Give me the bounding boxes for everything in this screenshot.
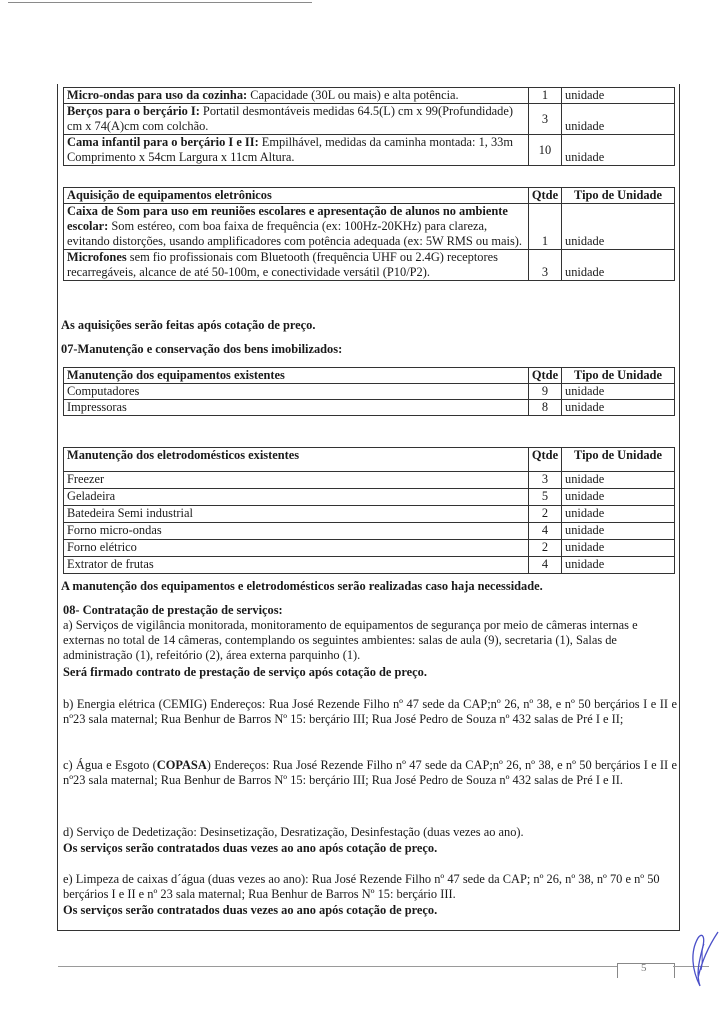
item-cell: Forno micro-ondas bbox=[64, 523, 529, 540]
service-c-prefix: c) Água e Esgoto ( bbox=[63, 758, 157, 772]
qty-cell: 1 bbox=[529, 88, 562, 104]
item-title: Micro-ondas para uso da cozinha: bbox=[67, 88, 248, 102]
furniture-table bbox=[63, 87, 675, 166]
table-row bbox=[64, 472, 675, 489]
service-c-company: COPASA bbox=[156, 758, 207, 772]
qty-cell: 8 bbox=[529, 400, 562, 416]
table-row bbox=[64, 400, 675, 416]
item-title: Cama infantil para o berçário I e II: bbox=[67, 135, 259, 149]
unit-cell: unidade bbox=[562, 250, 675, 281]
service-c-text: ) Endereços: Rua José Rezende Filho nº 47 sede da CAP;nº 26, nº 38, e nº 50 berçários I e II e nº23 sala maternal; Rua Benhur de Barros Nº 15: berçário III; Rua José Pedro de Souza nº 432 salas de Pré I e II. bbox=[63, 758, 677, 787]
section-07-heading: 07-Manutenção e conservação dos bens imobilizados: bbox=[61, 342, 343, 356]
item-desc: Som estéreo, com boa faixa de frequência (ex: 100Hz-20KHz) para clareza, evitando distorções, usando amplificadores com potência adequada (ex: 5W RMS ou mais). bbox=[67, 219, 523, 248]
service-c-paragraph bbox=[63, 758, 677, 788]
qty-cell: 5 bbox=[529, 489, 562, 506]
item-desc: Portatil desmontáveis medidas 64.5(L) cm x 99(Profundidade) cm x 74(A)cm com colchão. bbox=[67, 104, 513, 133]
page-number: 5 bbox=[641, 962, 647, 974]
item-cell: Freezer bbox=[64, 472, 529, 489]
table-row bbox=[64, 250, 675, 281]
top-rule bbox=[8, 2, 312, 3]
qty-cell: 1 bbox=[529, 204, 562, 250]
table-row bbox=[64, 88, 675, 104]
electronics-table bbox=[63, 187, 675, 281]
item-title: Caixa de Som para uso em reuniões escolares e apresentação de alunos no ambiente escolar: bbox=[67, 204, 508, 233]
qty-cell: 4 bbox=[529, 523, 562, 540]
qty-cell: 3 bbox=[529, 250, 562, 281]
section-08-heading: 08- Contratação de prestação de serviços: bbox=[63, 603, 283, 617]
table-row bbox=[64, 506, 675, 523]
header-item: Aquisição de equipamentos eletrônicos bbox=[64, 188, 529, 204]
item-title: Berços para o berçário I: bbox=[67, 104, 200, 118]
table-row bbox=[64, 523, 675, 540]
qty-cell: 3 bbox=[529, 472, 562, 489]
table-row bbox=[64, 540, 675, 557]
service-d-paragraph: d) Serviço de Dedetização: Desinsetização, Desratização, Desinfestação (duas vezes ao ano). bbox=[63, 825, 524, 839]
service-e-note: Os serviços serão contratados duas vezes ao ano após cotação de preço. bbox=[63, 903, 438, 917]
unit-cell: unidade bbox=[562, 557, 675, 574]
unit-cell: unidade bbox=[562, 135, 675, 166]
item-cell: Geladeira bbox=[64, 489, 529, 506]
unit-cell: unidade bbox=[562, 472, 675, 489]
service-d-note: Os serviços serão contratados duas vezes ao ano após cotação de preço. bbox=[63, 841, 438, 855]
item-cell: Extrator de frutas bbox=[64, 557, 529, 574]
unit-cell: unidade bbox=[562, 204, 675, 250]
header-unit: Tipo de Unidade bbox=[562, 368, 675, 384]
item-cell bbox=[64, 204, 529, 250]
unit-cell: unidade bbox=[562, 523, 675, 540]
unit-cell: unidade bbox=[562, 400, 675, 416]
header-unit: Tipo de Unidade bbox=[562, 188, 675, 204]
item-desc: sem fio profissionais com Bluetooth (frequência UHF ou 2.4G) receptores recarregáveis, alcance de até 50-100m, e conectividade versátil (P10/P2). bbox=[67, 250, 498, 279]
qty-cell: 2 bbox=[529, 540, 562, 557]
item-cell: Batedeira Semi industrial bbox=[64, 506, 529, 523]
table-header-row bbox=[64, 368, 675, 384]
header-qty: Qtde bbox=[529, 448, 562, 472]
table-row bbox=[64, 135, 675, 166]
table-row bbox=[64, 557, 675, 574]
item-desc: Empilhável, medidas da caminha montada: 1, 33m Comprimento x 54cm Largura x 11cm Altura. bbox=[67, 135, 513, 164]
item-cell bbox=[64, 88, 529, 104]
signature-mark bbox=[686, 930, 720, 988]
item-cell bbox=[64, 135, 529, 166]
item-cell bbox=[64, 250, 529, 281]
header-qty: Qtde bbox=[529, 188, 562, 204]
maintenance-note: A manutenção dos equipamentos e eletrodomésticos serão realizadas caso haja necessidade. bbox=[61, 579, 543, 593]
unit-cell: unidade bbox=[562, 489, 675, 506]
qty-cell: 4 bbox=[529, 557, 562, 574]
equipment-maintenance-table bbox=[63, 367, 675, 416]
item-desc: Capacidade (30L ou mais) e alta potência. bbox=[247, 88, 459, 102]
unit-cell: unidade bbox=[562, 540, 675, 557]
service-a-paragraph: a) Serviços de vigilância monitorada, monitoramento de equipamentos de segurança por meio de câmeras internas e externas no total de 14 câmeras, contemplando os seguintes ambientes: salas de aula (9), secretaria (1), Salas de administração (1), refeitório (2), área externa parquinho (1). bbox=[63, 618, 638, 662]
item-cell: Computadores bbox=[64, 384, 529, 400]
table-row bbox=[64, 204, 675, 250]
item-cell: Impressoras bbox=[64, 400, 529, 416]
service-a-note: Será firmado contrato de prestação de serviço após cotação de preço. bbox=[63, 665, 427, 679]
appliance-maintenance-table bbox=[63, 447, 675, 574]
item-title: Microfones bbox=[67, 250, 127, 264]
footer-rule-left bbox=[58, 966, 617, 967]
qty-cell: 9 bbox=[529, 384, 562, 400]
header-unit: Tipo de Unidade bbox=[562, 448, 675, 472]
table-row bbox=[64, 384, 675, 400]
header-item: Manutenção dos equipamentos existentes bbox=[64, 368, 529, 384]
table-header-row bbox=[64, 448, 675, 472]
item-cell bbox=[64, 104, 529, 135]
acquisitions-note: As aquisições serão feitas após cotação de preço. bbox=[61, 318, 316, 332]
unit-cell: unidade bbox=[562, 384, 675, 400]
table-header-row bbox=[64, 188, 675, 204]
service-e-paragraph: e) Limpeza de caixas d´água (duas vezes ao ano): Rua José Rezende Filho nº 47 sede da CAP; nº 26, nº 38, nº 70 e nº 50 berçários I e II e nº 23 sala maternal; Rua Benhur de Barros Nº 15: berçário III. bbox=[63, 872, 660, 901]
qty-cell: 3 bbox=[529, 104, 562, 135]
qty-cell: 2 bbox=[529, 506, 562, 523]
table-row bbox=[64, 104, 675, 135]
qty-cell: 10 bbox=[529, 135, 562, 166]
unit-cell: unidade bbox=[562, 506, 675, 523]
header-item: Manutenção dos eletrodomésticos existentes bbox=[64, 448, 529, 472]
item-cell: Forno elétrico bbox=[64, 540, 529, 557]
service-b-paragraph: b) Energia elétrica (CEMIG) Endereços: Rua José Rezende Filho nº 47 sede da CAP;nº 26, nº 38, e nº 50 berçários I e II e nº23 sala maternal; Rua Benhur de Barros Nº 15: berçário III; Rua José Pedro de Souza nº 432 salas de Pré I e II; bbox=[63, 697, 677, 726]
unit-cell: unidade bbox=[562, 88, 675, 104]
header-qty: Qtde bbox=[529, 368, 562, 384]
unit-cell: unidade bbox=[562, 104, 675, 135]
table-row bbox=[64, 489, 675, 506]
